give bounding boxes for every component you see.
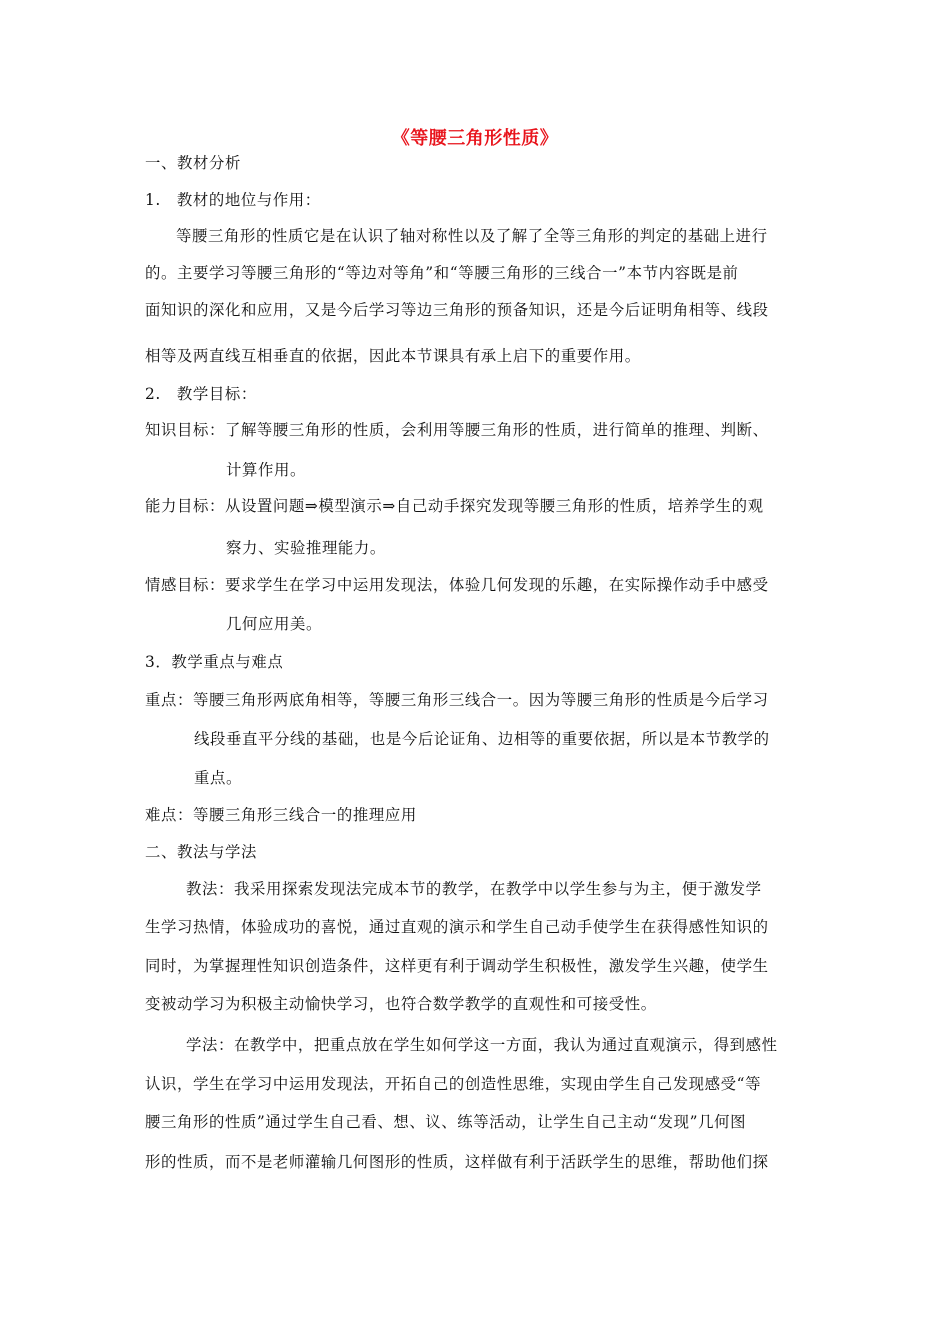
difficulty-line: 难点：等腰三角形三线合一的推理应用 bbox=[145, 806, 417, 824]
paragraph-line: 面知识的深化和应用，又是今后学习等边三角形的预备知识，还是今后证明角相等、线段 bbox=[145, 301, 769, 319]
key-point-line: 重点：等腰三角形两底角相等，等腰三角形三线合一。因为等腰三角形的性质是今后学习 bbox=[145, 691, 769, 709]
goal-knowledge-line: 知识目标：了解等腰三角形的性质，会利用等腰三角形的性质，进行简单的推理、判断、 bbox=[145, 421, 769, 439]
learning-method-line: 学法：在教学中，把重点放在学生如何学这一方面，我认为通过直观演示，得到感性 bbox=[186, 1036, 778, 1054]
section-heading-textbook-analysis: 一、教材分析 bbox=[145, 154, 241, 172]
goal-emotion-line: 几何应用美。 bbox=[226, 615, 322, 633]
teaching-method-line: 生学习热情，体验成功的喜悦，通过直观的演示和学生自己动手使学生在获得感性知识的 bbox=[145, 918, 769, 936]
goal-ability-line: 察力、实验推理能力。 bbox=[226, 539, 386, 557]
subheading-key-difficult-points: 3．教学重点与难点 bbox=[145, 653, 284, 671]
learning-method-line: 腰三角形的性质”通过学生自己看、想、议、练等活动，让学生自己主动“发现”几何图 bbox=[145, 1113, 747, 1131]
paragraph-line: 的。主要学习等腰三角形的“等边对等角”和“等腰三角形的三线合一”本节内容既是前 bbox=[145, 264, 739, 282]
learning-method-line: 认识，学生在学习中运用发现法，开拓自己的创造性思维，实现由学生自己发现感受“等 bbox=[145, 1075, 762, 1093]
teaching-method-line: 变被动学习为积极主动愉快学习，也符合数学教学的直观性和可接受性。 bbox=[145, 995, 657, 1013]
goal-knowledge-line: 计算作用。 bbox=[226, 461, 306, 479]
key-point-line: 重点。 bbox=[194, 769, 242, 787]
document-title: 《等腰三角形性质》 bbox=[391, 128, 559, 149]
learning-method-line: 形的性质，而不是老师灌输几何图形的性质，这样做有利于活跃学生的思维，帮助他们探 bbox=[145, 1153, 769, 1171]
teaching-method-line: 教法：我采用探索发现法完成本节的教学，在教学中以学生参与为主，便于激发学 bbox=[186, 880, 762, 898]
subheading-status-role: 1. 教材的地位与作用： bbox=[145, 191, 321, 209]
goal-ability-line: 能力目标：从设置问题⇒模型演示⇒自己动手探究发现等腰三角形的性质，培养学生的观 bbox=[145, 497, 764, 515]
key-point-line: 线段垂直平分线的基础，也是今后论证角、边相等的重要依据，所以是本节教学的 bbox=[194, 730, 770, 748]
section-heading-methods: 二、教法与学法 bbox=[145, 843, 257, 861]
goal-emotion-line: 情感目标：要求学生在学习中运用发现法，体验几何发现的乐趣，在实际操作动手中感受 bbox=[145, 576, 769, 594]
teaching-method-line: 同时，为掌握理性知识创造条件，这样更有利于调动学生积极性，激发学生兴趣，使学生 bbox=[145, 957, 769, 975]
paragraph-line: 相等及两直线互相垂直的依据，因此本节课具有承上启下的重要作用。 bbox=[145, 347, 641, 365]
subheading-teaching-goals: 2. 教学目标： bbox=[145, 385, 257, 403]
paragraph-line: 等腰三角形的性质它是在认识了轴对称性以及了解了全等三角形的判定的基础上进行 bbox=[176, 227, 768, 245]
